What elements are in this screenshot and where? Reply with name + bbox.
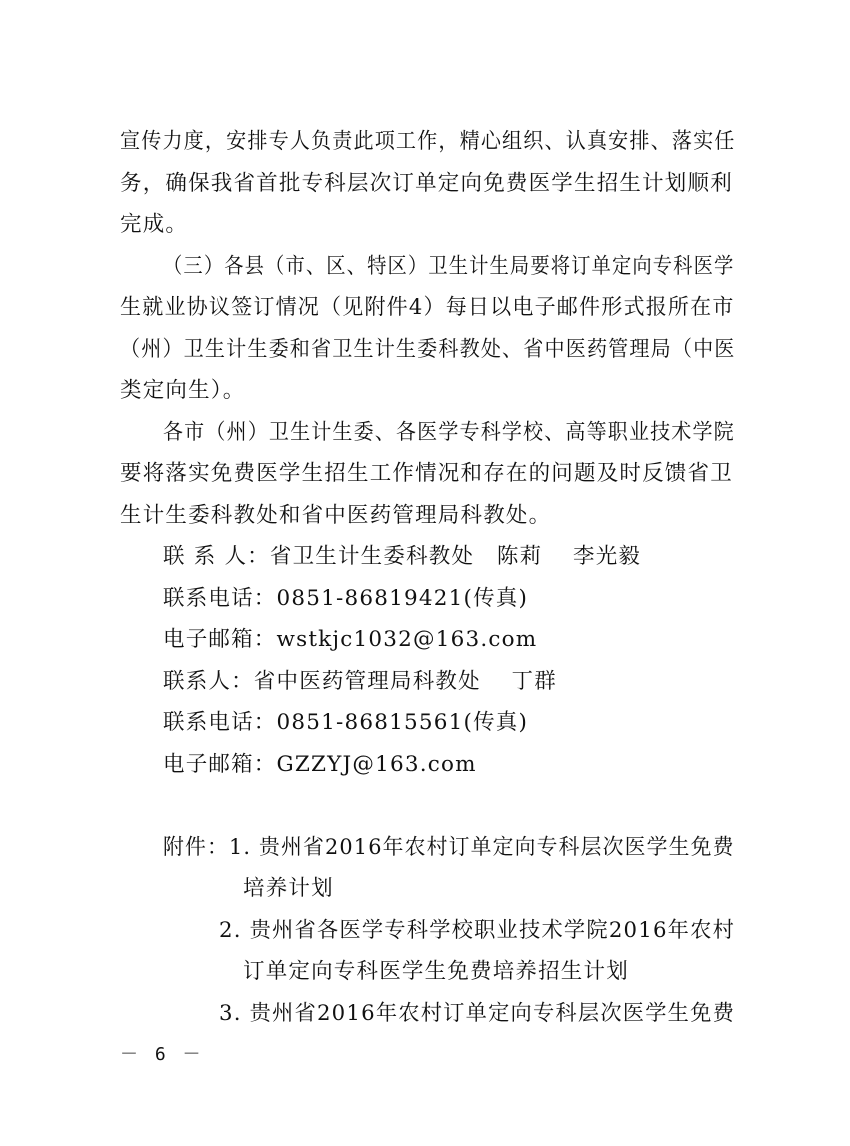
contact-2-email: 电子邮箱：GZZYJ@163.com (163, 752, 477, 777)
paragraph-continued-line-1: 宣传力度，安排专人负责此项工作，精心组织、认真安排、落实任 (120, 129, 736, 154)
attachment-1-line-1: 附件：1. 贵州省2016年农村订单定向专科层次医学生免费 (163, 835, 735, 860)
contact-1-person: 联 系 人：省卫生计生委科教处 陈莉 李光毅 (163, 544, 642, 569)
contact-2-phone: 联系电话：0851-86815561(传真) (163, 710, 529, 735)
contact-2-person: 联系人：省中医药管理局科教处 丁群 (163, 669, 557, 694)
item-three-line-1: （三）各县（市、区、特区）卫生计生局要将订单定向专科医学 (163, 254, 735, 279)
feedback-paragraph-line-2: 要将落实免费医学生招生工作情况和存在的问题及时反馈省卫 (120, 461, 733, 486)
contact-1-phone: 联系电话：0851-86819421(传真) (163, 586, 529, 611)
item-three-line-3: （州）卫生计生委和省卫生计生委科教处、省中医药管理局（中医 (120, 337, 736, 362)
page-number: － 6 － (120, 1044, 204, 1065)
feedback-paragraph-line-1: 各市（州）卫生计生委、各医学专科学校、高等职业技术学院 (163, 420, 735, 445)
attachment-2-line-2: 订单定向专科医学生免费培养招生计划 (243, 959, 629, 984)
attachment-1-line-2: 培养计划 (243, 876, 334, 901)
item-three-line-4: 类定向生）。 (120, 378, 246, 403)
contact-1-email: 电子邮箱：wstkjc1032@163.com (163, 627, 538, 652)
attachment-3-line-1: 3. 贵州省2016年农村订单定向专科层次医学生免费 (219, 1001, 736, 1026)
item-three-line-2: 生就业协议签订情况（见附件4）每日以电子邮件形式报所在市 (120, 295, 735, 320)
attachment-2-line-1: 2. 贵州省各医学专科学校职业技术学院2016年农村 (219, 918, 736, 943)
paragraph-continued-line-2: 务，确保我省首批专科层次订单定向免费医学生招生计划顺利 (120, 171, 733, 196)
paragraph-continued-line-3: 完成。 (120, 212, 189, 237)
feedback-paragraph-line-3: 生计生委科教处和省中医药管理局科教处。 (120, 503, 552, 528)
